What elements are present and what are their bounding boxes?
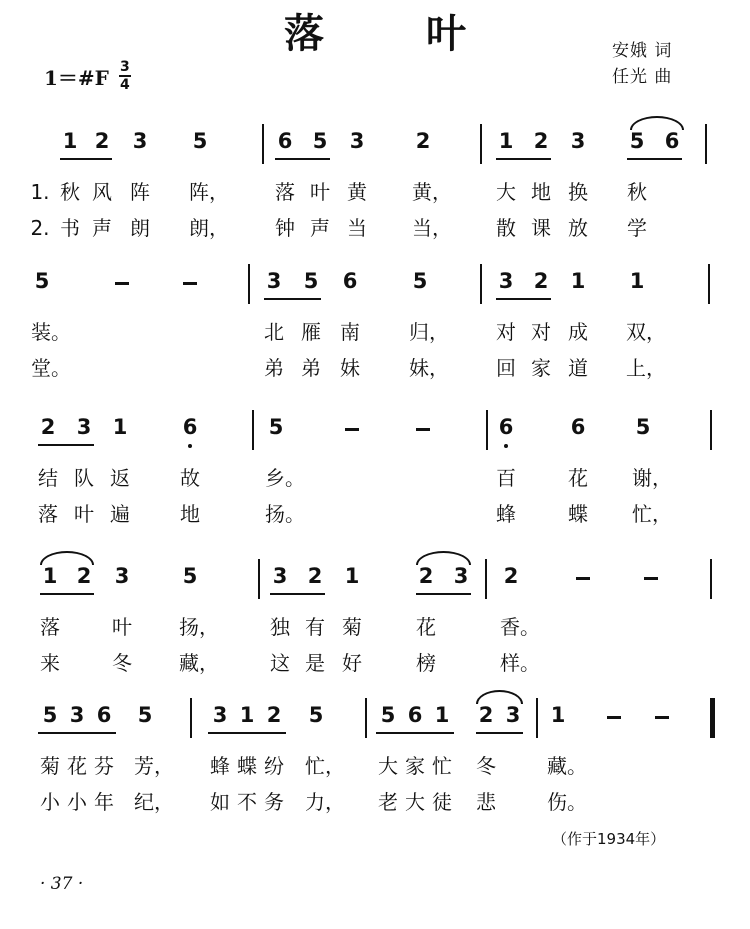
note: 1 — [112, 415, 128, 439]
lyric-syllable: 书 — [60, 216, 80, 240]
lyric-syllable: 有 — [305, 615, 325, 639]
eighth-beam — [275, 158, 330, 160]
note: 2 — [478, 703, 494, 727]
note: 3 — [570, 129, 586, 153]
note: 1 — [344, 564, 360, 588]
lyric-syllable: 装。 — [31, 320, 71, 344]
lyric-syllable: 双， — [626, 320, 666, 344]
lyric-syllable: 朗， — [189, 216, 229, 240]
note: 1 — [498, 129, 514, 153]
sustain-dash — [183, 282, 197, 285]
lyric-syllable: 上， — [626, 356, 666, 380]
note: 2 — [418, 564, 434, 588]
lyric-syllable: 扬。 — [265, 502, 305, 526]
note: 1 — [62, 129, 78, 153]
note: 2 — [94, 129, 110, 153]
lyric-syllable: 当 — [347, 216, 367, 240]
note: 2 — [307, 564, 323, 588]
sustain-dash — [576, 577, 590, 580]
lyric-syllable: 纷 — [264, 754, 284, 778]
lyric-syllable: 学 — [627, 216, 647, 240]
time-denominator: 4 — [120, 77, 130, 93]
barline — [252, 410, 254, 450]
lyric-syllable: 妹 — [340, 356, 360, 380]
note: 6 — [277, 129, 293, 153]
lyric-syllable: 榜 — [416, 651, 436, 675]
note: 2 — [266, 703, 282, 727]
barline — [536, 698, 538, 738]
eighth-beam — [496, 298, 551, 300]
final-barline — [710, 698, 715, 738]
lyric-syllable: 大 — [405, 790, 425, 814]
lyric-syllable: 落 — [38, 502, 58, 526]
lyric-syllable: 谢， — [632, 466, 672, 490]
note: 1 — [629, 269, 645, 293]
note: 1 — [239, 703, 255, 727]
lyric-syllable: 阵， — [189, 180, 229, 204]
lyric-syllable: 对 — [496, 320, 516, 344]
lyric-syllable: 故 — [180, 466, 200, 490]
lyric-syllable: 样。 — [500, 651, 540, 675]
note: 6 — [498, 415, 514, 439]
lyric-syllable: 力， — [305, 790, 345, 814]
lyric-syllable: 来 — [40, 651, 60, 675]
slur — [630, 116, 684, 130]
note: 3 — [272, 564, 288, 588]
lyric-syllable: 课 — [531, 216, 551, 240]
lyric-syllable: 落 — [40, 615, 60, 639]
note: 6 — [570, 415, 586, 439]
low-octave-dot — [188, 444, 192, 448]
lyric-syllable: 黄 — [347, 180, 367, 204]
lyric-syllable: 冬 — [476, 754, 496, 778]
note: 6 — [342, 269, 358, 293]
note: 5 — [42, 703, 58, 727]
lyric-syllable: 归， — [409, 320, 449, 344]
barline — [480, 264, 482, 304]
lyric-syllable: 务 — [264, 790, 284, 814]
note: 5 — [635, 415, 651, 439]
lyric-syllable: 忙， — [305, 754, 345, 778]
page-number: · 37 · — [40, 874, 84, 894]
barline — [262, 124, 264, 164]
music-system-4 — [0, 563, 750, 723]
lyric-syllable: 队 — [74, 466, 94, 490]
lyric-syllable: 放 — [568, 216, 588, 240]
lyric-syllable: 秋 — [60, 180, 80, 204]
note: 1 — [550, 703, 566, 727]
lyric-syllable: 蜂 — [496, 502, 516, 526]
note: 5 — [380, 703, 396, 727]
lyric-syllable: 堂。 — [31, 356, 71, 380]
note: 5 — [192, 129, 208, 153]
note: 2 — [415, 129, 431, 153]
lyric-syllable: 不 — [237, 790, 257, 814]
lyric-syllable: 妹， — [409, 356, 449, 380]
lyric-syllable: 弟 — [264, 356, 284, 380]
lyric-syllable: 家 — [531, 356, 551, 380]
lyric-syllable: 年 — [94, 790, 114, 814]
lyric-syllable: 北 — [264, 320, 284, 344]
sustain-dash — [115, 282, 129, 285]
note: 2 — [40, 415, 56, 439]
note: 2 — [533, 129, 549, 153]
verse-marker: 2. — [30, 216, 50, 240]
eighth-beam — [264, 298, 321, 300]
lyric-syllable: 藏。 — [547, 754, 587, 778]
lyric-syllable: 徒 — [432, 790, 452, 814]
lyric-syllable: 悲 — [476, 790, 496, 814]
eighth-beam — [270, 593, 325, 595]
lyric-syllable: 叶 — [112, 615, 132, 639]
lyric-syllable: 返 — [110, 466, 130, 490]
eighth-beam — [60, 158, 112, 160]
time-numerator: 3 — [120, 59, 130, 75]
note: 2 — [76, 564, 92, 588]
song-title: 落 叶 — [284, 10, 510, 57]
lyric-syllable: 是 — [305, 651, 325, 675]
verse-marker: 1. — [30, 180, 50, 204]
barline — [708, 264, 710, 304]
lyric-syllable: 小 — [67, 790, 87, 814]
eighth-beam — [376, 732, 454, 734]
note: 5 — [312, 129, 328, 153]
lyric-syllable: 遍 — [110, 502, 130, 526]
eighth-beam — [38, 732, 116, 734]
lyric-syllable: 朗 — [130, 216, 150, 240]
note: 5 — [182, 564, 198, 588]
note: 3 — [76, 415, 92, 439]
note: 5 — [303, 269, 319, 293]
lyric-syllable: 花 — [416, 615, 436, 639]
eighth-beam — [496, 158, 551, 160]
sustain-dash — [655, 716, 669, 719]
note: 2 — [503, 564, 519, 588]
barline — [365, 698, 367, 738]
note: 5 — [34, 269, 50, 293]
lyric-syllable: 地 — [531, 180, 551, 204]
note: 5 — [629, 129, 645, 153]
lyric-syllable: 声 — [92, 216, 112, 240]
lyric-syllable: 当， — [412, 216, 452, 240]
lyric-syllable: 叶 — [74, 502, 94, 526]
lyric-syllable: 老 — [378, 790, 398, 814]
time-signature — [119, 60, 131, 92]
lyric-syllable: 芳， — [134, 754, 174, 778]
lyric-syllable: 南 — [340, 320, 360, 344]
lyric-syllable: 藏， — [179, 651, 219, 675]
lyric-syllable: 伤。 — [547, 790, 587, 814]
lyric-syllable: 对 — [531, 320, 551, 344]
lyric-syllable: 蝶 — [237, 754, 257, 778]
eighth-beam — [416, 593, 471, 595]
note: 3 — [349, 129, 365, 153]
sustain-dash — [607, 716, 621, 719]
barline — [248, 264, 250, 304]
note: 3 — [114, 564, 130, 588]
lyric-syllable: 弟 — [301, 356, 321, 380]
note: 6 — [664, 129, 680, 153]
key-label: 1＝#F — [44, 65, 109, 90]
lyric-syllable: 乡。 — [265, 466, 305, 490]
note: 3 — [69, 703, 85, 727]
lyric-syllable: 好 — [342, 651, 362, 675]
lyric-syllable: 声 — [310, 216, 330, 240]
lyric-syllable: 换 — [568, 180, 588, 204]
lyric-syllable: 地 — [180, 502, 200, 526]
lyric-syllable: 忙 — [432, 754, 452, 778]
lyric-syllable: 这 — [270, 651, 290, 675]
barline — [480, 124, 482, 164]
lyric-syllable: 小 — [40, 790, 60, 814]
lyric-syllable: 独 — [270, 615, 290, 639]
lyric-syllable: 成 — [568, 320, 588, 344]
lyric-syllable: 秋 — [627, 180, 647, 204]
lyric-syllable: 道 — [568, 356, 588, 380]
note: 6 — [407, 703, 423, 727]
barline — [710, 410, 712, 450]
composition-date: （作于1934年） — [552, 830, 666, 848]
lyric-syllable: 花 — [568, 466, 588, 490]
lyric-syllable: 忙， — [632, 502, 672, 526]
lyric-syllable: 菊 — [40, 754, 60, 778]
lyric-syllable: 钟 — [275, 216, 295, 240]
lyric-syllable: 如 — [210, 790, 230, 814]
lyric-syllable: 扬， — [179, 615, 219, 639]
sustain-dash — [345, 428, 359, 431]
note: 5 — [412, 269, 428, 293]
low-octave-dot — [504, 444, 508, 448]
barline — [258, 559, 260, 599]
lyric-syllable: 家 — [405, 754, 425, 778]
note: 6 — [182, 415, 198, 439]
note: 1 — [434, 703, 450, 727]
lyric-syllable: 雁 — [301, 320, 321, 344]
lyric-syllable: 花 — [67, 754, 87, 778]
note: 3 — [498, 269, 514, 293]
barline — [705, 124, 707, 164]
key-signature — [44, 60, 131, 92]
eighth-beam — [208, 732, 286, 734]
music-system-1 — [0, 128, 750, 288]
lyric-syllable: 菊 — [342, 615, 362, 639]
note: 5 — [137, 703, 153, 727]
lyric-syllable: 叶 — [310, 180, 330, 204]
note: 5 — [268, 415, 284, 439]
lyric-syllable: 阵 — [130, 180, 150, 204]
lyric-syllable: 芬 — [94, 754, 114, 778]
note: 1 — [42, 564, 58, 588]
lyric-syllable: 百 — [496, 466, 516, 490]
lyric-syllable: 大 — [496, 180, 516, 204]
barline — [710, 559, 712, 599]
lyric-syllable: 蝶 — [568, 502, 588, 526]
note: 3 — [212, 703, 228, 727]
lyric-syllable: 大 — [378, 754, 398, 778]
note: 3 — [453, 564, 469, 588]
barline — [486, 410, 488, 450]
barline — [190, 698, 192, 738]
lyric-syllable: 结 — [38, 466, 58, 490]
lyric-syllable: 黄， — [412, 180, 452, 204]
note: 3 — [266, 269, 282, 293]
eighth-beam — [627, 158, 682, 160]
composer-credit: 任光 曲 — [612, 67, 673, 87]
note: 6 — [96, 703, 112, 727]
eighth-beam — [40, 593, 94, 595]
lyric-syllable: 蜂 — [210, 754, 230, 778]
note: 5 — [308, 703, 324, 727]
lyric-syllable: 散 — [496, 216, 516, 240]
eighth-beam — [476, 732, 523, 734]
eighth-beam — [38, 444, 94, 446]
barline — [485, 559, 487, 599]
sustain-dash — [644, 577, 658, 580]
lyric-syllable: 落 — [275, 180, 295, 204]
sustain-dash — [416, 428, 430, 431]
lyric-syllable: 回 — [496, 356, 516, 380]
note: 3 — [505, 703, 521, 727]
music-system-2 — [0, 268, 750, 428]
lyric-syllable: 香。 — [500, 615, 540, 639]
music-system-3 — [0, 414, 750, 574]
lyric-syllable: 纪， — [134, 790, 174, 814]
lyric-syllable: 风 — [92, 180, 112, 204]
note: 1 — [570, 269, 586, 293]
note: 2 — [533, 269, 549, 293]
lyric-syllable: 冬 — [112, 651, 132, 675]
lyricist-credit: 安娥 词 — [612, 41, 673, 61]
note: 3 — [132, 129, 148, 153]
